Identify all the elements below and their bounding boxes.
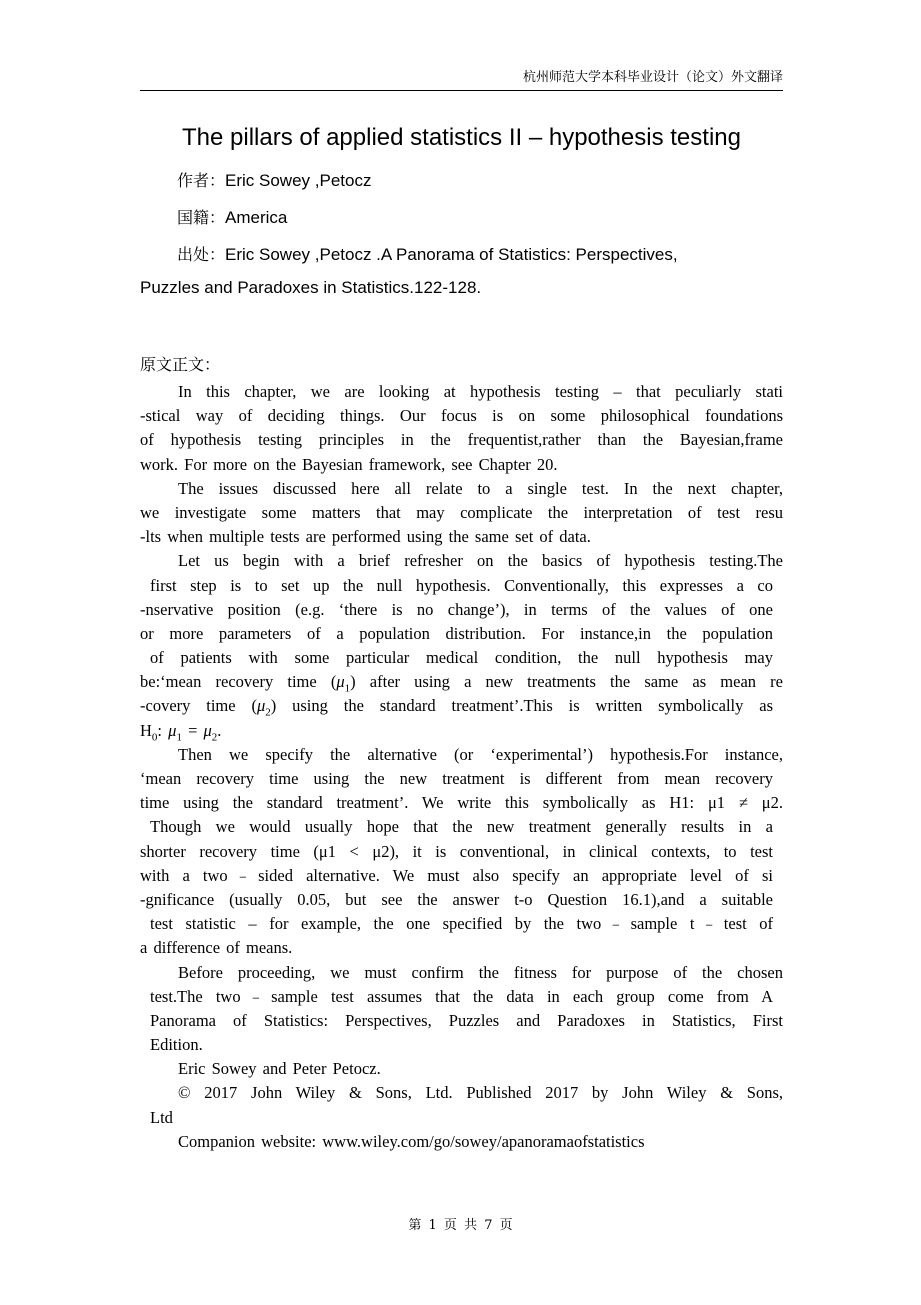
text-line: © 2017 John Wiley & Sons, Ltd. Published 2017 by John Wiley & Sons,	[178, 1083, 783, 1103]
text-line: of patients with some particular medical condition, the null hypothesis may	[150, 648, 773, 668]
text-line: shorter recovery time (μ1 < μ2), it is conventional, in clinical contexts, to test	[140, 841, 773, 861]
author-line	[177, 168, 783, 191]
null-hypothesis-formula: $H_0$: $\mu_1 = \mu_2$.	[140, 720, 222, 743]
text-line: In this chapter, we are looking at hypothesis testing – that peculiarly stati	[178, 382, 783, 401]
text-line: The issues discussed here all relate to a single test. In the next chapter,	[178, 478, 783, 498]
text-line: Ltd	[150, 1107, 173, 1127]
nationality-value: America	[225, 208, 288, 227]
text-line: Edition.	[150, 1035, 203, 1055]
text-line: we investigate some matters that may complicate the interpretation of test resu	[140, 502, 783, 522]
text-line: Then we specify the alternative (or ‘experimental’) hypothesis.For instance,	[178, 744, 783, 764]
source-line	[177, 242, 783, 265]
text-line: first step is to set up the null hypothesis. Conventionally, this expresses a co	[150, 575, 773, 595]
page-number: 第 1 页 共 7 页	[408, 1218, 513, 1233]
text-line: be:‘mean recovery time $(\mu_1)$ after using a new treatments the same as mean re	[140, 672, 783, 695]
companion-website-line: Companion website: www.wiley.com/go/sowey/apanoramaofstatistics	[178, 1131, 645, 1151]
author-label: 作者：	[177, 171, 226, 190]
source-value-line2: Puzzles and Paradoxes in Statistics.122-128.	[140, 278, 482, 297]
text-line: with a two﹣sided alternative. We must also specify an appropriate level of si	[140, 865, 773, 885]
nationality-label: 国籍：	[177, 208, 226, 227]
text-line: -nservative position (e.g. ‘there is no change’), in terms of the values of one	[140, 599, 773, 619]
text-line: time using the standard treatment’. We write this symbolically as H1: μ1 ≠ μ2.	[140, 793, 783, 813]
text-line: ‘mean recovery time using the new treatment is different from mean recovery	[140, 769, 773, 788]
text-line: test.The two﹣sample test assumes that the data in each group come from A	[150, 986, 773, 1006]
paper-title: The pillars of applied statistics II – hypothesis testing	[182, 124, 741, 151]
text-line: -stical way of deciding things. Our focus is on some philosophical foundations	[140, 406, 783, 426]
author-value: Eric Sowey ,Petocz	[225, 171, 372, 190]
text-line: Before proceeding, we must confirm the fitness for purpose of the chosen	[178, 962, 783, 982]
nationality-line	[177, 205, 783, 228]
source-value-line1: Eric Sowey ,Petocz .A Panorama of Statistics: Perspectives,	[225, 245, 678, 264]
text-line: -covery time $(\mu_2)$ using the standard treatment’.This is written symbolically as	[140, 696, 773, 719]
text-line: -lts when multiple tests are performed using the same set of data.	[140, 527, 591, 547]
text-line: Let us begin with a brief refresher on the basics of hypothesis testing.The	[178, 551, 783, 571]
text-line: a difference of means.	[140, 938, 293, 958]
text-line: of hypothesis testing principles in the frequentist,rather than the Bayesian,frame	[140, 430, 783, 450]
text-line: test statistic – for example, the one specified by the two﹣sample t﹣test of	[150, 914, 773, 934]
section-label: 原文正文：	[140, 355, 221, 374]
text-line: Eric Sowey and Peter Petocz.	[178, 1059, 381, 1079]
text-line: -gnificance (usually 0.05, but see the answer t-o Question 16.1),and a suitable	[140, 889, 773, 909]
text-line: Though we would usually hope that the new treatment generally results in a	[150, 817, 773, 837]
source-label: 出处：	[177, 245, 226, 264]
text-line: or more parameters of a population distribution. For instance,in the population	[140, 623, 773, 643]
body-text	[140, 380, 783, 1154]
running-header: 杭州师范大学本科毕业设计（论文）外文翻译	[140, 66, 783, 91]
text-line: work. For more on the Bayesian framework, see Chapter 20.	[140, 454, 558, 474]
text-line: Panorama of Statistics: Perspectives, Puzzles and Paradoxes in Statistics, First	[150, 1010, 783, 1030]
